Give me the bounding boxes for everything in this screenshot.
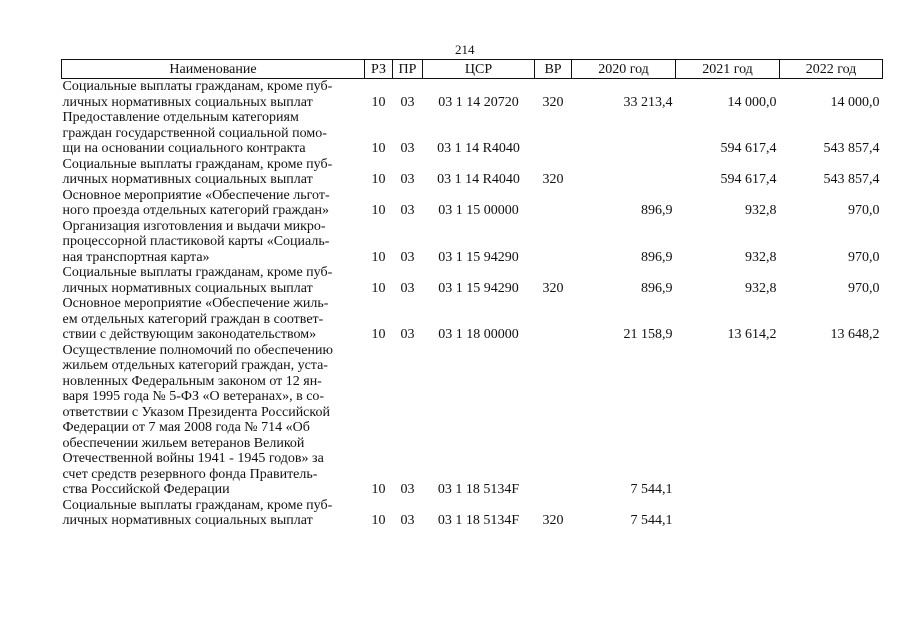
row-rz: 10 — [371, 482, 386, 497]
row-name-line: новленных Федеральным законом от 12 ян- — [62, 373, 322, 389]
row-csr: 03 1 18 00000 — [438, 327, 519, 342]
row-vr — [535, 343, 572, 498]
row-2022 — [780, 498, 883, 529]
row-2020 — [572, 157, 676, 188]
row-name-line: варя 1995 года № 5-ФЗ «О ветеранах», в со- — [62, 389, 325, 404]
row-vr — [535, 188, 572, 219]
row-csr: 03 1 15 94290 — [438, 249, 519, 265]
header-2020: 2020 год — [572, 60, 676, 79]
row-name-line: ем отдельных категорий граждан в соответ- — [62, 311, 324, 327]
row-rz: 10 — [371, 172, 386, 187]
page-number: 214 — [455, 42, 475, 57]
row-rz: 10 — [371, 513, 386, 528]
row-name-line: Предоставление отдельным категориям — [62, 110, 299, 125]
row-name-line: Социальные выплаты гражданам, кроме пуб- — [62, 156, 333, 172]
row-name-line: Основное мероприятие «Обеспечение льгот- — [62, 187, 330, 203]
header-vr: ВР — [535, 60, 572, 79]
row-pr: 03 — [400, 513, 415, 528]
row-name — [62, 110, 365, 157]
row-pr: 03 — [400, 249, 415, 265]
row-2021 — [676, 498, 780, 529]
table-row — [62, 296, 883, 343]
row-rz: 10 — [371, 94, 386, 110]
row-pr: 03 — [400, 141, 415, 156]
table-body — [62, 79, 883, 529]
row-2020: 896,9 — [641, 203, 673, 218]
row-2020: 7 544,1 — [630, 482, 673, 497]
row-name-line: Отечественной войны 1941 - 1945 годов» за — [62, 451, 324, 466]
row-name — [62, 219, 365, 266]
row-2022: 543 857,4 — [823, 141, 880, 156]
row-csr: 03 1 15 00000 — [438, 203, 519, 218]
table-row — [62, 219, 883, 266]
header-2021: 2021 год — [676, 60, 780, 79]
row-2022: 970,0 — [848, 203, 880, 218]
row-2021: 594 617,4 — [720, 172, 777, 187]
row-name-line: граждан государственной социальной помо- — [62, 125, 327, 141]
row-2021 — [676, 343, 780, 498]
row-vr — [535, 296, 572, 343]
row-name-line: личных нормативных социальных выплат — [62, 280, 313, 296]
header-2022: 2022 год — [780, 60, 883, 79]
row-2021: 932,8 — [745, 249, 777, 265]
row-name-line: Социальные выплаты гражданам, кроме пуб- — [62, 265, 333, 280]
table-row — [62, 188, 883, 219]
row-2020: 33 213,4 — [623, 94, 673, 110]
row-name-line: Социальные выплаты гражданам, кроме пуб- — [62, 79, 333, 94]
row-csr: 03 1 14 R4040 — [437, 141, 520, 156]
row-vr: 320 — [542, 280, 564, 296]
row-rz: 10 — [371, 327, 386, 342]
row-rz: 10 — [371, 280, 386, 296]
row-name — [62, 498, 365, 529]
row-name-line: Федерации от 7 мая 2008 года № 714 «Об — [62, 420, 310, 435]
row-name — [62, 157, 365, 188]
row-csr: 03 1 18 5134F — [437, 513, 520, 528]
row-2021: 13 614,2 — [727, 327, 777, 342]
row-2022: 543 857,4 — [823, 172, 880, 187]
row-vr: 320 — [542, 94, 564, 110]
row-2020: 896,9 — [641, 249, 673, 265]
row-rz: 10 — [371, 203, 386, 218]
row-pr: 03 — [400, 172, 415, 187]
row-2020: 21 158,9 — [623, 327, 673, 342]
row-pr: 03 — [400, 482, 415, 497]
row-2022: 14 000,0 — [830, 94, 880, 110]
table-row — [62, 157, 883, 188]
row-vr — [535, 110, 572, 157]
row-2020: 896,9 — [641, 280, 673, 296]
header-name: Наименование — [62, 60, 365, 79]
row-2021: 14 000,0 — [727, 94, 777, 110]
row-name-line: ная транспортная карта» — [62, 249, 210, 265]
row-rz: 10 — [371, 141, 386, 156]
row-name-line: жильем отдельных категорий граждан, уста- — [62, 358, 328, 373]
row-name-line: Основное мероприятие «Обеспечение жиль- — [62, 296, 329, 311]
table-row — [62, 79, 883, 111]
row-2021: 932,8 — [745, 280, 777, 296]
row-csr: 03 1 18 5134F — [437, 482, 520, 497]
row-name-line: Организация изготовления и выдачи микро- — [62, 218, 326, 234]
row-2022: 970,0 — [848, 249, 880, 265]
budget-table — [61, 59, 883, 529]
row-csr: 03 1 14 R4040 — [437, 172, 520, 187]
header-csr: ЦСР — [423, 60, 535, 79]
row-pr: 03 — [400, 203, 415, 218]
row-name — [62, 188, 365, 219]
row-pr: 03 — [400, 94, 415, 110]
row-name — [62, 265, 365, 296]
row-name-line: личных нормативных социальных выплат — [62, 172, 313, 187]
row-2022: 13 648,2 — [830, 327, 880, 342]
row-name — [62, 343, 365, 498]
row-2022 — [780, 343, 883, 498]
row-name-line: счет средств резервного фонда Правитель- — [62, 466, 318, 482]
row-vr: 320 — [542, 172, 564, 187]
row-name-line: ства Российской Федерации — [62, 482, 230, 497]
row-name-line: Осуществление полномочий по обеспечению — [62, 342, 333, 358]
row-name-line: обеспечении жильем ветеранов Великой — [62, 435, 305, 451]
row-name — [62, 296, 365, 343]
row-name — [62, 79, 365, 111]
row-name-line: ного проезда отдельных категорий граждан» — [62, 203, 330, 218]
row-name-line: процессорной пластиковой карты «Социаль- — [62, 234, 330, 249]
table-row — [62, 110, 883, 157]
row-pr: 03 — [400, 280, 415, 296]
row-name-line: ответствии с Указом Президента Российской — [62, 404, 330, 420]
row-rz: 10 — [371, 249, 386, 265]
row-csr: 03 1 14 20720 — [438, 94, 519, 110]
row-name-line: Социальные выплаты гражданам, кроме пуб- — [62, 497, 333, 513]
table-header — [62, 60, 883, 79]
row-2022: 970,0 — [848, 280, 880, 296]
row-2021: 594 617,4 — [720, 141, 777, 156]
header-row — [62, 60, 883, 79]
row-name-line: ствии с действующим законодательством» — [62, 327, 317, 342]
row-vr — [535, 219, 572, 266]
table-row — [62, 265, 883, 296]
header-pr: ПР — [393, 60, 423, 79]
row-2021: 932,8 — [745, 203, 777, 218]
row-csr: 03 1 15 94290 — [438, 280, 519, 296]
row-2020 — [572, 110, 676, 157]
table-row — [62, 343, 883, 498]
row-pr: 03 — [400, 327, 415, 342]
row-2020: 7 544,1 — [630, 513, 673, 528]
row-vr: 320 — [542, 513, 564, 528]
header-rz: РЗ — [365, 60, 393, 79]
row-name-line: личных нормативных социальных выплат — [62, 94, 313, 110]
row-name-line: личных нормативных социальных выплат — [62, 513, 313, 528]
row-name-line: щи на основании социального контракта — [62, 141, 306, 156]
table-row — [62, 498, 883, 529]
